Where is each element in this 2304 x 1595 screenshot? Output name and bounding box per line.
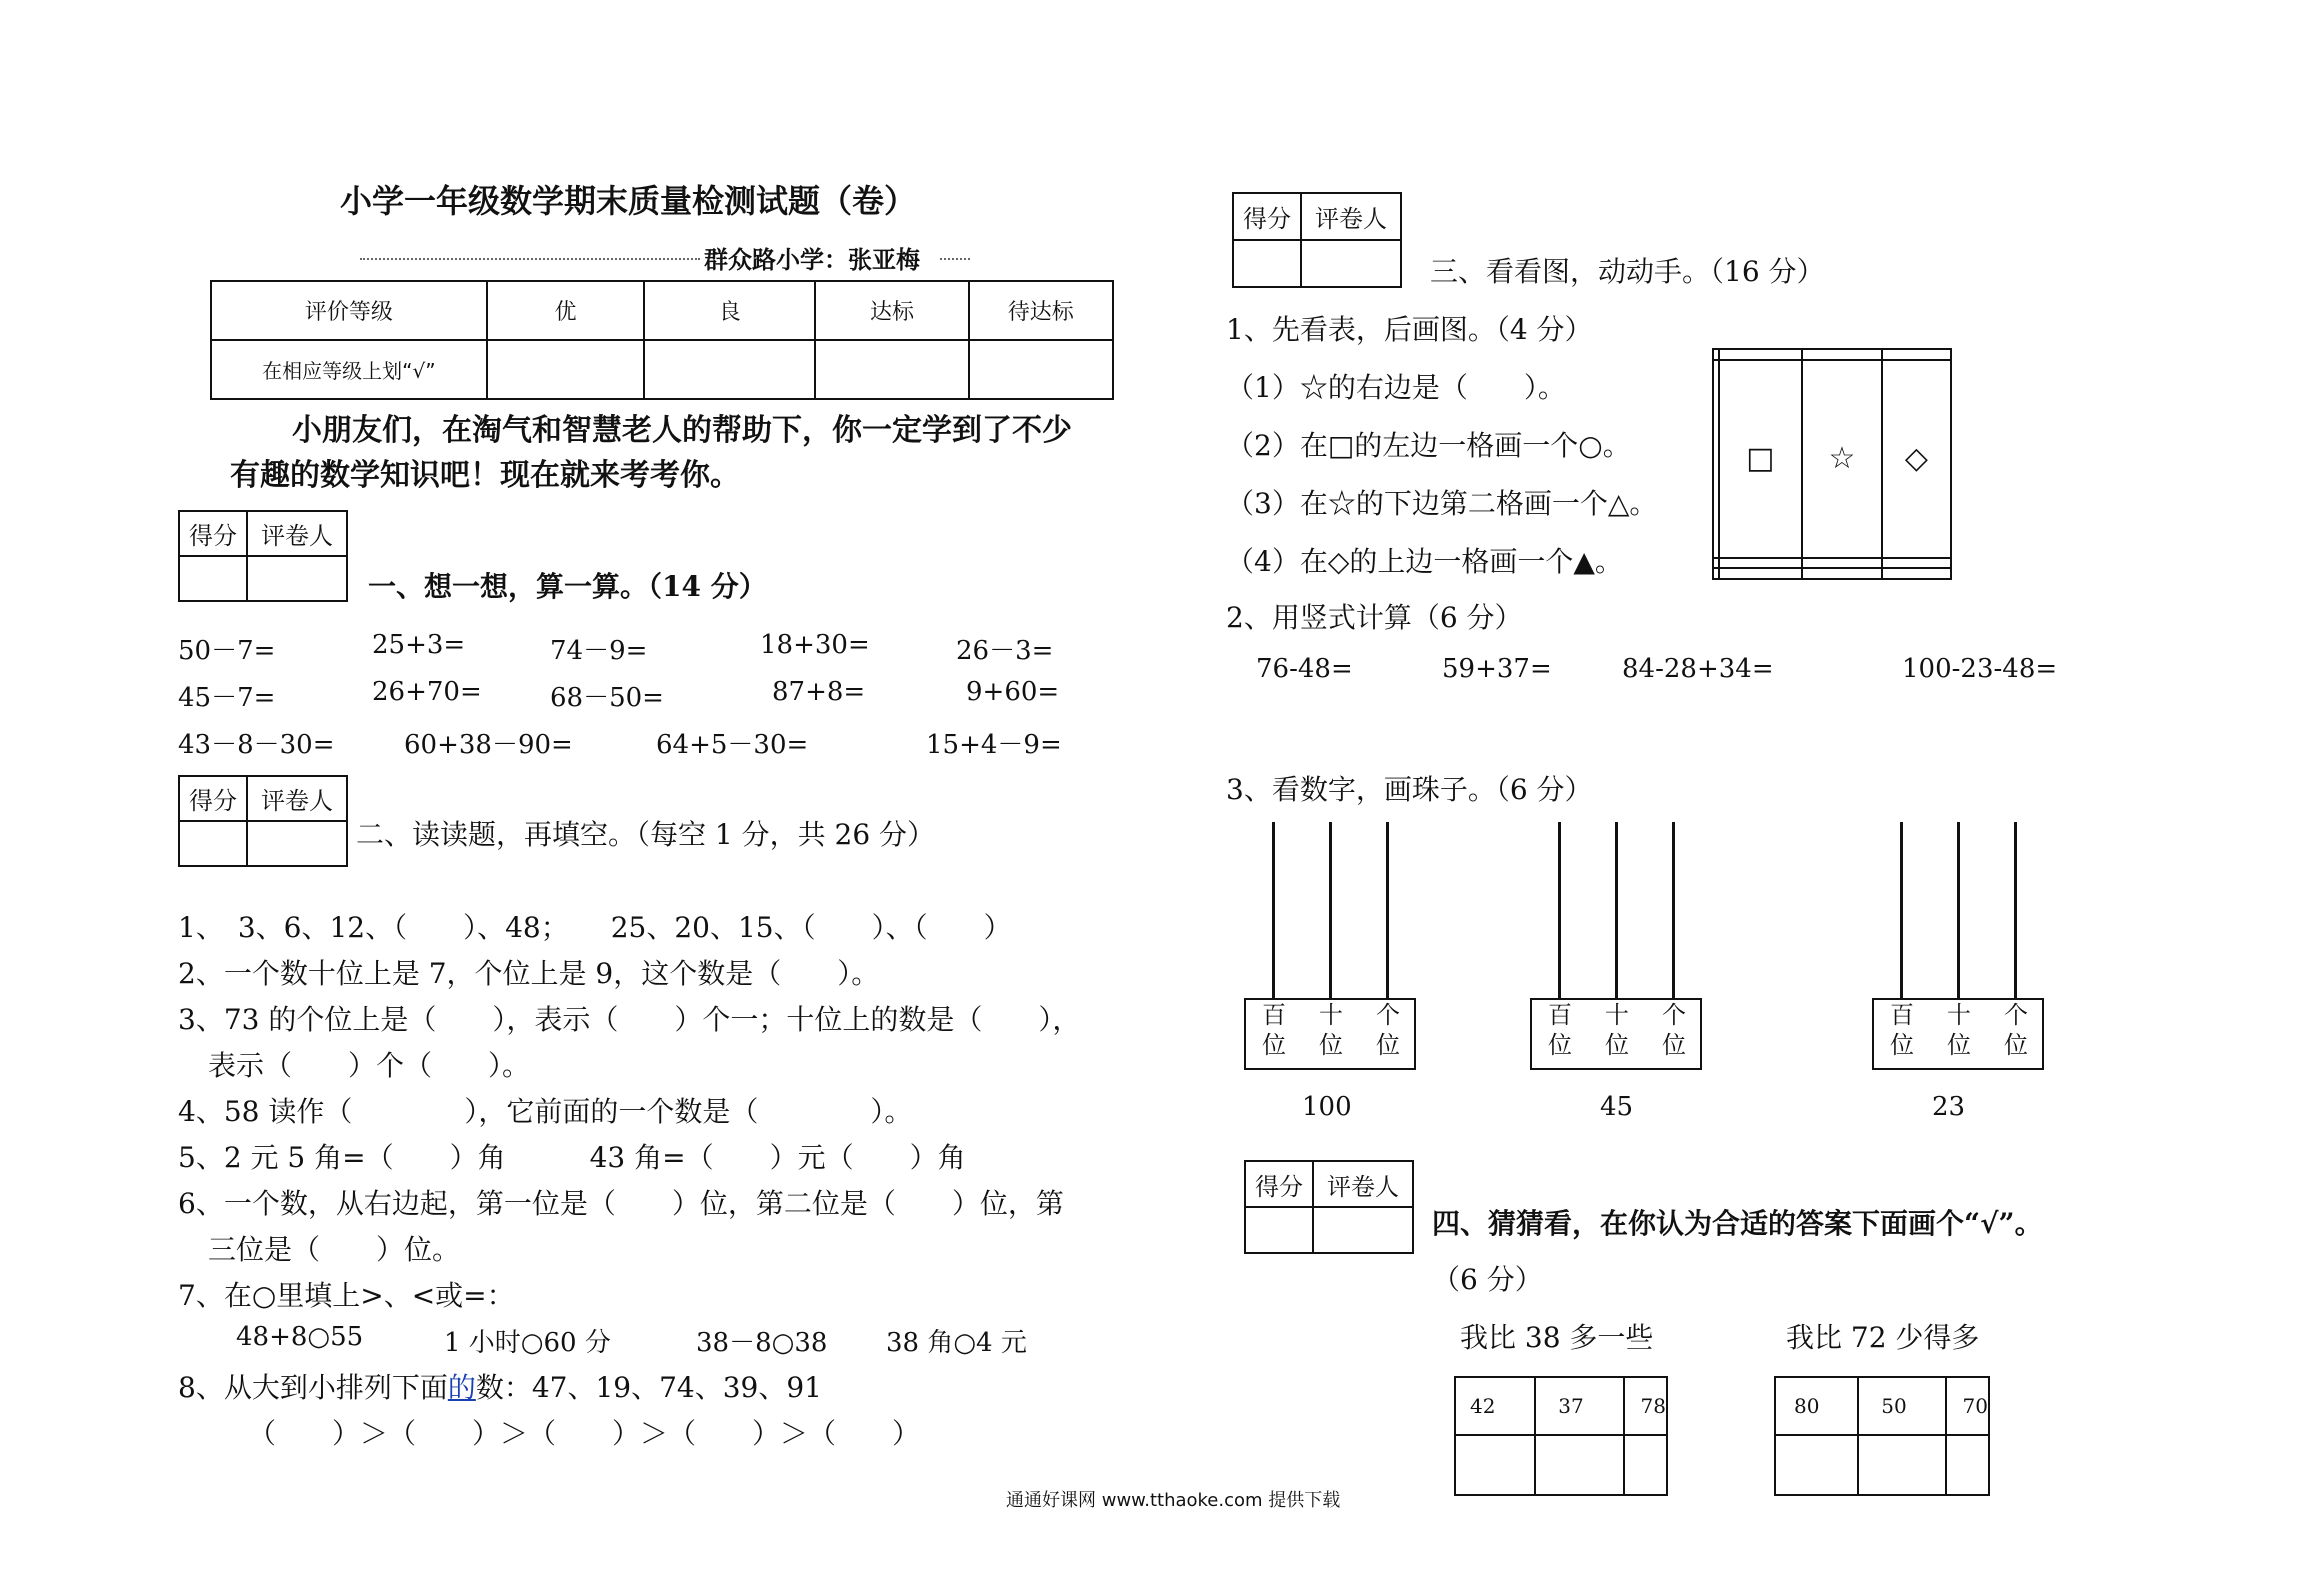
answer-cell[interactable] — [1535, 1435, 1623, 1495]
rating-cell[interactable] — [815, 340, 968, 399]
s2-q8-suffix: 数：47、19、74、39、91 — [475, 1371, 822, 1404]
s3-p1-item-3: （3）在☆的下边第二格画一个△。 — [1226, 487, 1658, 520]
grader-cell[interactable] — [1301, 240, 1401, 287]
abacus-number: 100 — [1302, 1092, 1352, 1122]
abacus-wire — [1615, 822, 1618, 998]
score-label: 得分 — [179, 776, 247, 821]
abacus-wire — [1329, 822, 1332, 998]
calc-1-2: 25+3= — [372, 630, 466, 660]
score-label: 得分 — [1245, 1161, 1313, 1207]
calc-2-2: 26+70= — [372, 677, 482, 707]
s3-p2-item-3: 84-28+34= — [1622, 654, 1774, 684]
grader-label: 评卷人 — [1313, 1161, 1413, 1207]
diamond-symbol: ◇ — [1882, 360, 1951, 558]
calc-3-1: 43－8－30= — [178, 730, 335, 760]
score-cell[interactable] — [179, 821, 247, 866]
rating-header-good: 良 — [644, 281, 815, 340]
grid-cell[interactable] — [1802, 558, 1882, 569]
s2-q8-link[interactable]: 的 — [447, 1371, 476, 1404]
abacus-label-tens: 十 位 — [1319, 1001, 1343, 1059]
option-value: 70 — [1946, 1377, 1989, 1435]
calc-1-5: 26－3= — [956, 636, 1054, 666]
square-symbol: □ — [1719, 360, 1803, 558]
section2-title: 二、读读题，再填空。（每空 1 分，共 26 分） — [356, 818, 936, 851]
rating-header-excellent: 优 — [487, 281, 644, 340]
s2-q8 — [178, 1366, 822, 1406]
option-value: 80 — [1775, 1377, 1858, 1435]
score-label: 得分 — [1233, 193, 1301, 240]
rating-cell[interactable] — [487, 340, 644, 399]
grid-cell[interactable] — [1882, 568, 1951, 579]
dotted-leader — [360, 258, 700, 260]
star-symbol: ☆ — [1802, 360, 1882, 558]
grader-cell[interactable] — [247, 556, 347, 601]
s2-q1: 1、 3、6、12、（ ）、48； 25、20、15、（ ）、（ ） — [178, 911, 1012, 944]
score-cell[interactable] — [1233, 240, 1301, 287]
abacus-wire — [1272, 822, 1275, 998]
grader-cell[interactable] — [247, 821, 347, 866]
grid-cell[interactable] — [1719, 558, 1803, 569]
calc-2-3: 68－50= — [550, 683, 664, 713]
s3-p1-title: 1、先看表，后画图。（4 分） — [1226, 313, 1593, 346]
grid-cell[interactable] — [1719, 349, 1803, 360]
answer-cell[interactable] — [1946, 1435, 1989, 1495]
abacus-number: 45 — [1600, 1092, 1634, 1122]
option-value: 37 — [1535, 1377, 1623, 1435]
abacus-label-ones: 个 位 — [1662, 1001, 1686, 1059]
rating-header-pass: 达标 — [815, 281, 968, 340]
s2-q8-prefix: 8、从大到小排列下面 — [178, 1371, 448, 1404]
s4-q2-label: 我比 72 少得多 — [1786, 1321, 1980, 1354]
score-box-4 — [1244, 1160, 1414, 1254]
s2-q8-blanks: （ ）＞（ ）＞（ ）＞（ ）＞（ ） — [248, 1417, 921, 1450]
abacus-label-tens: 十 位 — [1947, 1001, 1971, 1059]
abacus-wire — [2014, 822, 2017, 998]
s4-q2-options — [1774, 1376, 1990, 1496]
option-value: 50 — [1858, 1377, 1945, 1435]
section4-title: 四、猜猜看，在你认为合适的答案下面画个“√”。 — [1432, 1207, 2043, 1240]
calc-2-5: 9+60= — [966, 677, 1060, 707]
abacus-label-hundreds: 百 位 — [1548, 1001, 1572, 1059]
calc-3-3: 64+5－30= — [656, 730, 809, 760]
s3-p1-item-1: （1）☆的右边是（ ）。 — [1226, 371, 1566, 404]
abacus-wire — [1672, 822, 1675, 998]
calc-1-3: 74－9= — [550, 636, 648, 666]
grader-label: 评卷人 — [1301, 193, 1401, 240]
grader-cell[interactable] — [1313, 1207, 1413, 1253]
option-value: 78 — [1624, 1377, 1667, 1435]
page-title: 小学一年级数学期末质量检测试题（卷） — [340, 182, 917, 220]
s2-q4: 4、58 读作（ ），它前面的一个数是（ ）。 — [178, 1095, 913, 1128]
answer-cell[interactable] — [1624, 1435, 1667, 1495]
answer-cell[interactable] — [1455, 1435, 1535, 1495]
grid-cell[interactable] — [1882, 558, 1951, 569]
abacus-number: 23 — [1932, 1092, 1966, 1122]
section1-title: 一、想一想，算一算。（14 分） — [368, 570, 767, 603]
answer-cell[interactable] — [1775, 1435, 1858, 1495]
s3-p1-item-2: （2）在□的左边一格画一个○。 — [1226, 429, 1631, 462]
abacus-wire — [1386, 822, 1389, 998]
rating-header-grade: 评价等级 — [211, 281, 487, 340]
calc-3-2: 60+38－90= — [404, 730, 573, 760]
abacus-wire — [1900, 822, 1903, 998]
score-cell[interactable] — [1245, 1207, 1313, 1253]
grid-cell[interactable] — [1802, 568, 1882, 579]
rating-header-pending: 待达标 — [969, 281, 1113, 340]
option-value: 42 — [1455, 1377, 1535, 1435]
abacus-label-hundreds: 百 位 — [1890, 1001, 1914, 1059]
score-box-1 — [178, 510, 348, 602]
calc-2-1: 45－7= — [178, 683, 276, 713]
s3-p2-item-4: 100-23-48= — [1902, 654, 2058, 684]
calc-1-1: 50－7= — [178, 636, 276, 666]
rating-cell[interactable] — [969, 340, 1113, 399]
s3-p2-item-1: 76-48= — [1256, 654, 1353, 684]
s2-q3a: 3、73 的个位上是（ ），表示（ ）个一；十位上的数是（ ）， — [178, 1003, 1081, 1036]
calc-3-4: 15+4－9= — [926, 730, 1062, 760]
s2-q7-item-3: 38－8○38 — [696, 1328, 828, 1358]
s2-q6a: 6、一个数，从右边起，第一位是（ ）位，第二位是（ ）位，第 — [178, 1187, 1064, 1220]
s2-q5: 5、2 元 5 角=（ ）角 43 角=（ ）元（ ）角 — [178, 1141, 966, 1174]
s2-q7-item-4: 38 角○4 元 — [886, 1328, 1027, 1358]
s2-q7: 7、在○里填上>、<或=： — [178, 1279, 515, 1312]
rating-table — [210, 280, 1114, 400]
s2-q6b: 三位是（ ）位。 — [208, 1233, 461, 1266]
s2-q3b: 表示（ ）个（ ）。 — [208, 1049, 531, 1082]
abacus-label-hundreds: 百 位 — [1262, 1001, 1286, 1059]
calc-2-4: 87+8= — [772, 677, 866, 707]
s2-q2: 2、一个数十位上是 7，个位上是 9，这个数是（ ）。 — [178, 957, 880, 990]
abacus-label-tens: 十 位 — [1605, 1001, 1629, 1059]
s3-p1-item-4: （4）在◇的上边一格画一个▲。 — [1226, 545, 1623, 578]
s2-q7-item-1: 48+8○55 — [236, 1322, 364, 1352]
score-box-3 — [1232, 192, 1402, 288]
score-cell[interactable] — [179, 556, 247, 601]
section3-title: 三、看看图，动动手。（16 分） — [1430, 255, 1825, 288]
s3-p3-title: 3、看数字，画珠子。（6 分） — [1226, 773, 1593, 806]
section4-points: （6 分） — [1432, 1263, 1543, 1296]
intro-line-2: 有趣的数学知识吧！现在就来考考你。 — [230, 458, 740, 493]
rating-row-label: 在相应等级上划“√” — [211, 340, 487, 399]
abacus-label-ones: 个 位 — [2004, 1001, 2028, 1059]
grid-cell[interactable] — [1719, 568, 1803, 579]
s3-p2-item-2: 59+37= — [1442, 654, 1552, 684]
abacus-wire — [1957, 822, 1960, 998]
school-name: 群众路小学：张亚梅 — [704, 245, 920, 274]
intro-line-1: 小朋友们，在淘气和智慧老人的帮助下，你一定学到了不少 — [292, 413, 1072, 448]
s3-p2-title: 2、用竖式计算（6 分） — [1226, 601, 1523, 634]
score-box-2 — [178, 775, 348, 867]
grid-cell[interactable] — [1882, 349, 1951, 360]
s4-q1-options — [1454, 1376, 1668, 1496]
rating-cell[interactable] — [644, 340, 815, 399]
grader-label: 评卷人 — [247, 511, 347, 556]
score-label: 得分 — [179, 511, 247, 556]
grader-label: 评卷人 — [247, 776, 347, 821]
s4-q1-label: 我比 38 多一些 — [1460, 1321, 1654, 1354]
calc-1-4: 18+30= — [760, 630, 870, 660]
answer-cell[interactable] — [1858, 1435, 1945, 1495]
s2-q7-item-2: 1 小时○60 分 — [444, 1328, 611, 1358]
dotted-leader-end — [940, 258, 970, 260]
abacus-wire — [1558, 822, 1561, 998]
footer-credit: 通通好课网 www.tthaoke.com 提供下载 — [1006, 1490, 1341, 1511]
abacus-label-ones: 个 位 — [1376, 1001, 1400, 1059]
symbol-grid — [1712, 348, 1952, 580]
grid-cell[interactable] — [1802, 349, 1882, 360]
